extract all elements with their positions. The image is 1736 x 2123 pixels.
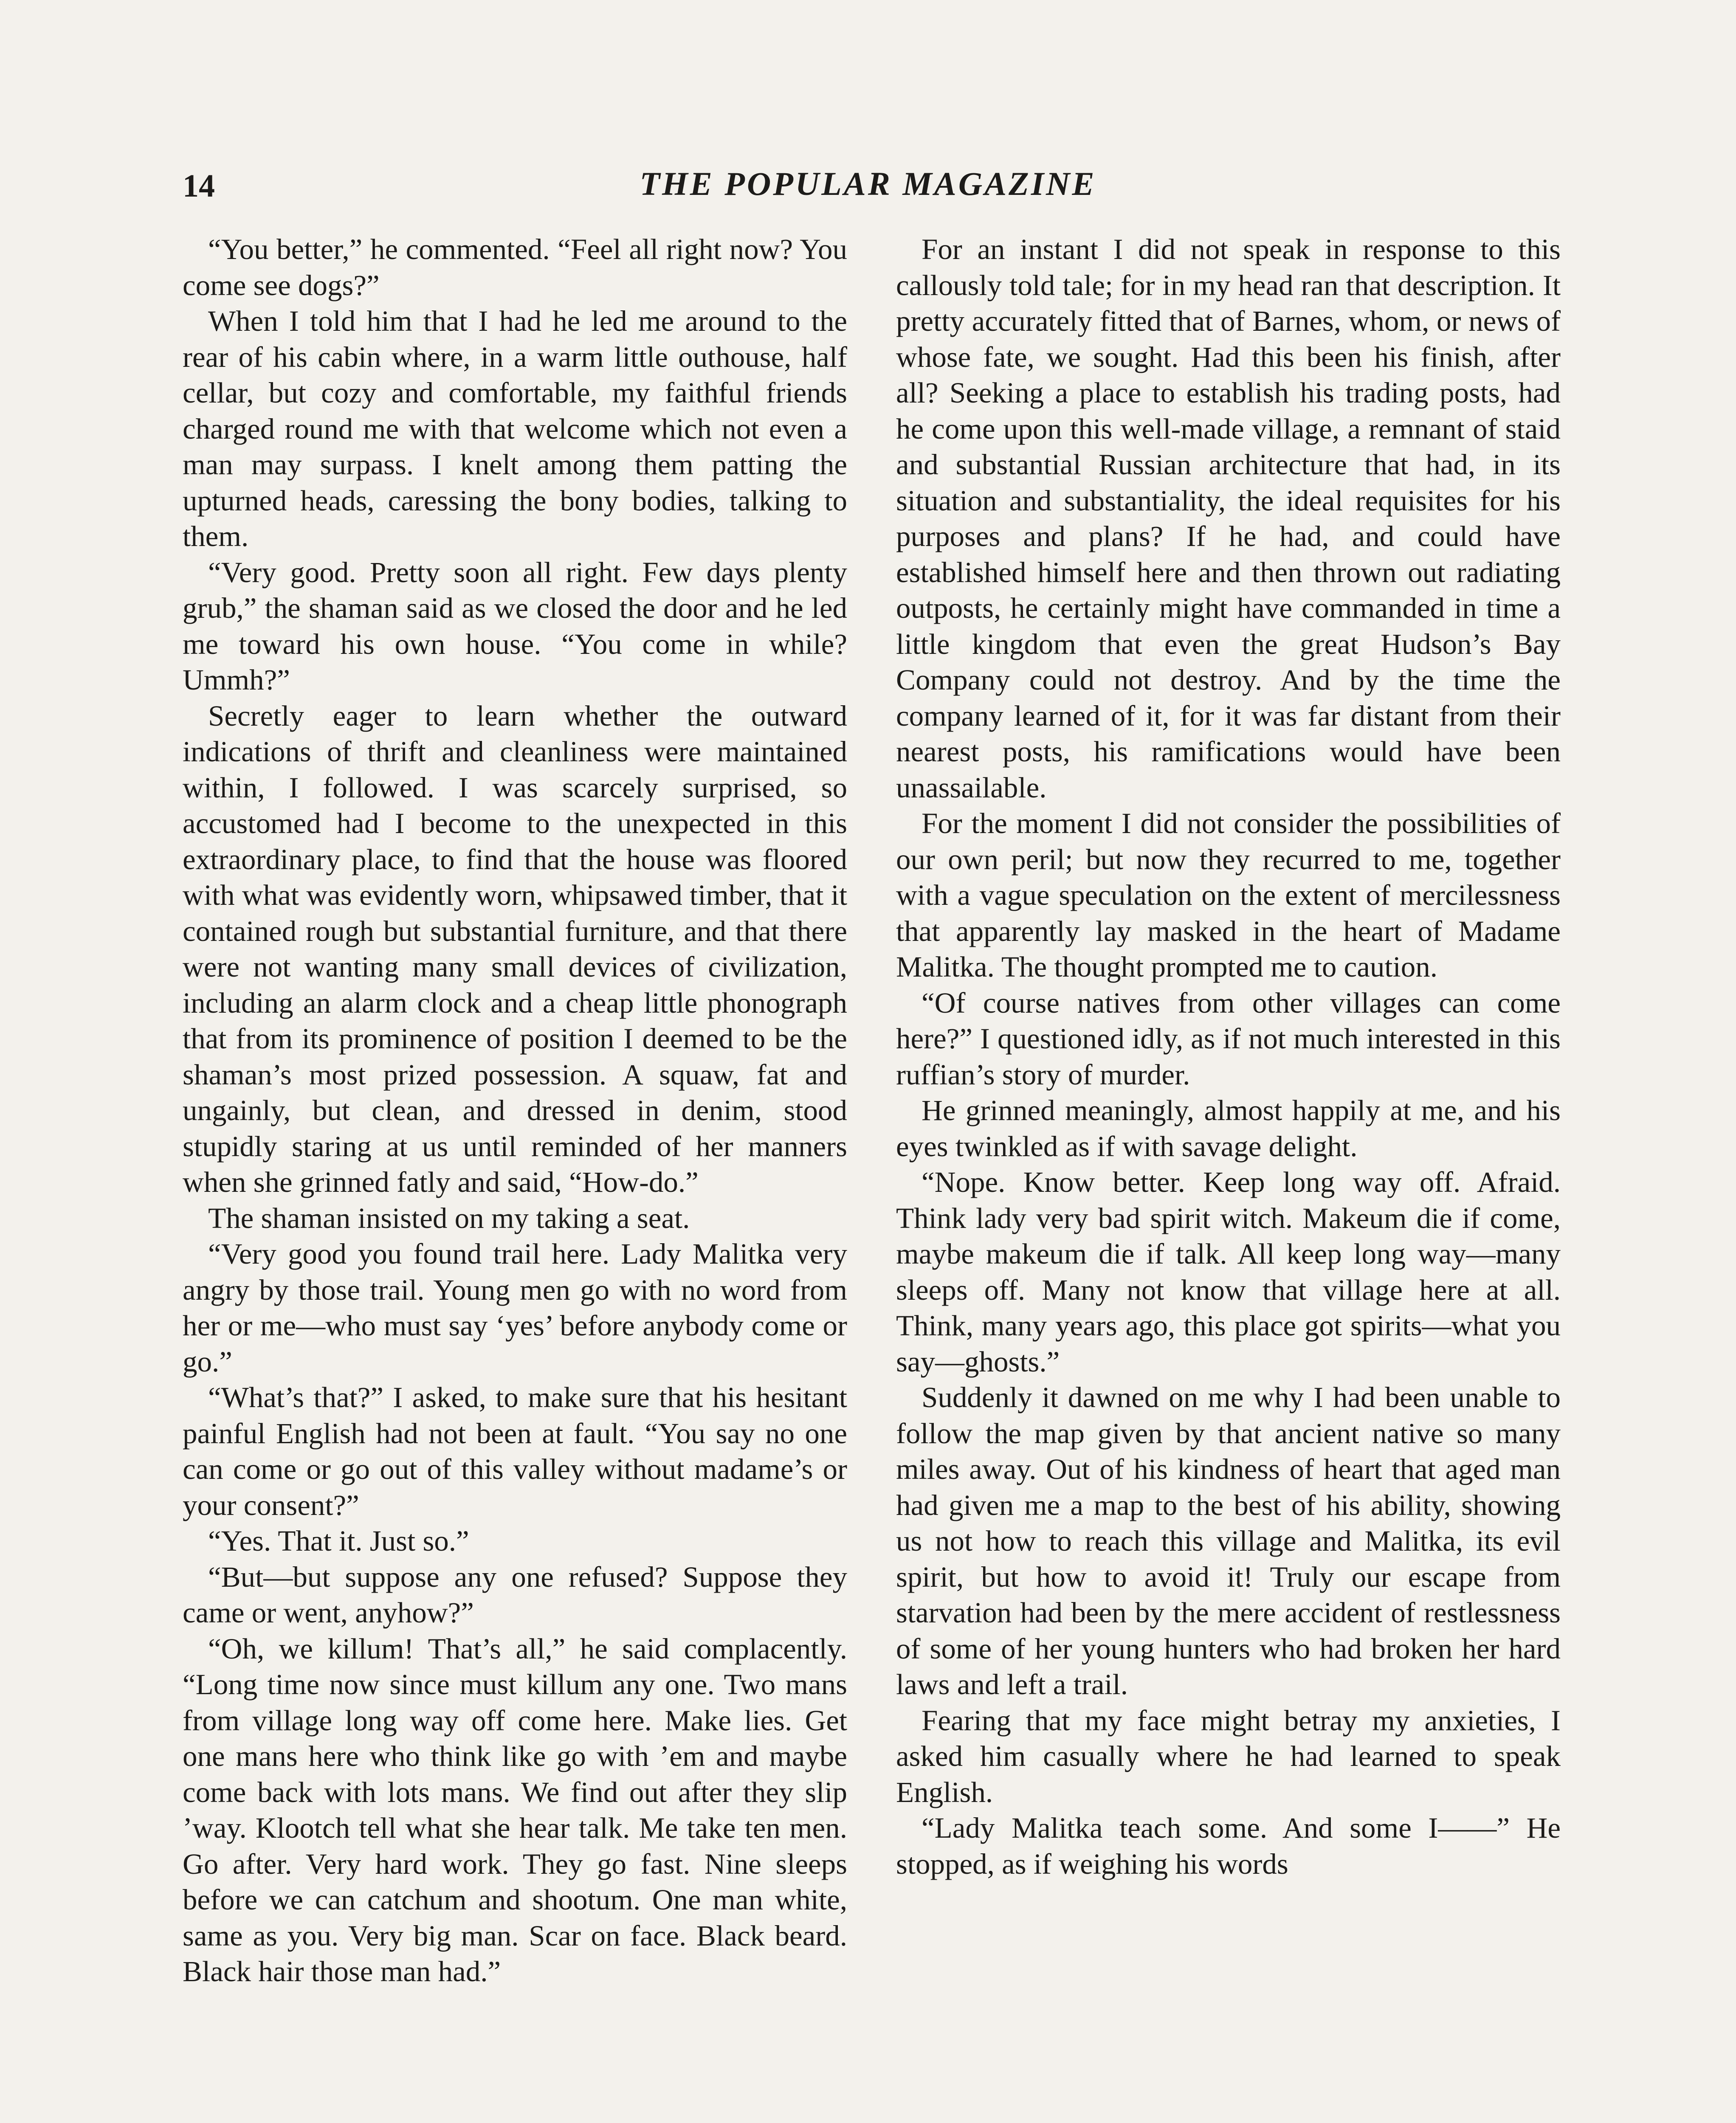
- paragraph: When I told him that I had he led me around to the rear of his cabin where, in a warm little outhouse, half cellar, but cozy and comfortable, my faithful friends charged round me with that welcome which not even a man may surpass. I knelt among them patting the upturned heads, caressing the bony bodies, talking to them.: [183, 305, 847, 552]
- running-title: THE POPULAR MAGAZINE: [640, 165, 1096, 202]
- right-column: [896, 231, 1561, 1882]
- paragraph: “You better,” he commented. “Feel all right now? You come see dogs?”: [183, 233, 847, 301]
- left-column: [183, 231, 847, 1990]
- paragraph: He grinned meaningly, almost happily at me, and his eyes twinkled as if with savage delight.: [896, 1094, 1561, 1163]
- paragraph: “But—but suppose any one refused? Suppose they came or went, anyhow?”: [183, 1560, 847, 1629]
- paragraph: “Yes. That it. Just so.”: [208, 1525, 469, 1557]
- paragraph: “Nope. Know better. Keep long way off. Afraid. Think lady very bad spirit witch. Makeum die if come, maybe makeum die if talk. All keep long way—many sleeps off. Many not know that village here at all. Think, many years ago, this place got spirits—what you say—ghosts.”: [896, 1166, 1561, 1378]
- paragraph: Secretly eager to learn whether the outward indications of thrift and cleanliness were maintained within, I followed. I was scarcely surprised, so accustomed had I become to the unexpected in this extraordinary place, to find that the house was floored with what was evidently worn, whipsawed timber, that it contained rough but substantial furniture, and that there were not wanting many small devices of civilization, including an alarm clock and a cheap little phonograph that from its prominence of position I deemed to be the shaman’s most prized possession. A squaw, fat and ungainly, but clean, and dressed in denim, stood stupidly staring at us until reminded of her manners when she grinned fatly and said, “How-do.”: [183, 699, 847, 1198]
- page-number: 14: [183, 168, 215, 204]
- paragraph: The shaman insisted on my taking a seat.: [208, 1202, 690, 1234]
- paragraph: For the moment I did not consider the possibilities of our own peril; but now they recurred to me, together with a vague speculation on the extent of mercilessness that apparently lay masked in the heart of Madame Malitka. The thought prompted me to caution.: [896, 807, 1561, 983]
- paragraph: “Very good. Pretty soon all right. Few days plenty grub,” the shaman said as we closed the door and he led me toward his own house. “You come in while? Ummh?”: [183, 556, 847, 696]
- paragraph: “Very good you found trail here. Lady Malitka very angry by those trail. Young men go with no word from her or me—who must say ‘yes’ before anybody come or go.”: [183, 1238, 847, 1378]
- paragraph: Fearing that my face might betray my anxieties, I asked him casually where he had learned to speak English.: [896, 1704, 1561, 1808]
- paragraph: “Oh, we killum! That’s all,” he said complacently. “Long time now since must killum any one. Two mans from village long way off come here. Make lies. Get one mans here who think like go with ’em and maybe come back with lots mans. We find out after they slip ’way. Klootch tell what she hear talk. Me take ten men. Go after. Very hard work. They go fast. Nine sleeps before we can catchum and shootum. One man white, same as you. Very big man. Scar on face. Black beard. Black hair those man had.”: [183, 1632, 847, 1988]
- paragraph: For an instant I did not speak in response to this callously told tale; for in my head ran that description. It pretty accurately fitted that of Barnes, whom, or news of whose fate, we sought. Had this been his finish, after all? Seeking a place to establish his trading posts, had he come upon this well-made village, a remnant of staid and substantial Russian architecture that had, in its situation and substantiality, the ideal requisites for his purposes and plans? If he had, and could have established himself here and then thrown out radiating outposts, he certainly might have commanded in time a little kingdom that even the great Hudson’s Bay Company could not destroy. And by the time the company learned of it, for it was far distant from their nearest posts, his ramifications would have been unassailable.: [896, 233, 1561, 804]
- paragraph: Suddenly it dawned on me why I had been unable to follow the map given by that ancient native so many miles away. Out of his kindness of heart that aged man had given me a map to the best of his ability, showing us not how to reach this village and Malitka, its evil spirit, but how to avoid it! Truly our escape from starvation had been by the mere accident of restlessness of some of her young hunters who had broken her hard laws and left a trail.: [896, 1381, 1561, 1701]
- paragraph: “Lady Malitka teach some. And some I——” He stopped, as if weighing his words: [896, 1812, 1561, 1880]
- paragraph: “What’s that?” I asked, to make sure that his hesitant painful English had not been at fault. “You say no one can come or go out of this valley without madame’s or your consent?”: [183, 1381, 847, 1521]
- paragraph: “Of course natives from other villages can come here?” I questioned idly, as if not much interested in this ruffian’s story of murder.: [896, 986, 1561, 1091]
